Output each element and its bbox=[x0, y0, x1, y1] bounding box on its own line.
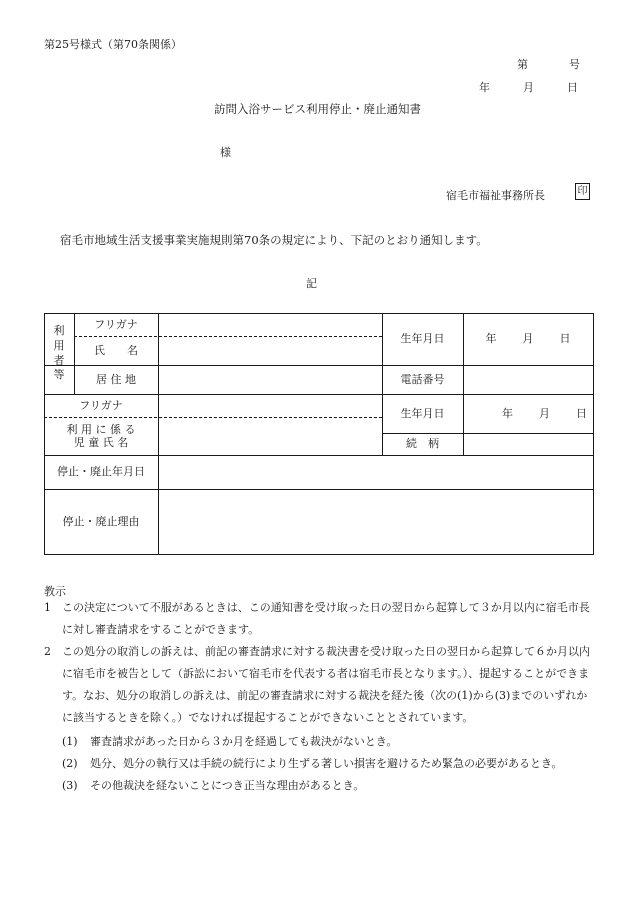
document-number bbox=[517, 56, 580, 72]
birthdate-label: 生年月日 bbox=[400, 332, 445, 346]
user-group-label: 利 用 者 等 bbox=[53, 323, 65, 382]
child-name-label bbox=[44, 417, 158, 455]
child-birth-month: 月 bbox=[539, 406, 550, 420]
issue-date-month: 月 bbox=[523, 81, 534, 94]
name-label: 氏 名 bbox=[94, 343, 138, 357]
stop-date-label: 停止・廃止年月日 bbox=[57, 465, 145, 479]
child-name-line2: 児 童 氏 名 bbox=[73, 436, 129, 449]
child-furigana-label: フリガナ bbox=[79, 398, 123, 412]
instruction-item-number: 2 bbox=[44, 645, 51, 658]
instruction-item bbox=[44, 641, 592, 729]
instruction-item-text: この決定について不服があるときは、この通知書を受け取った日の翌日から起算して３か月以内に宿毛市長に対し審査請求をすることができます。 bbox=[62, 601, 590, 636]
child-name-line1: 利 用 に 係 る bbox=[66, 422, 136, 436]
child-birthdate-label: 生年月日 bbox=[400, 406, 445, 420]
instruction-sub-item bbox=[62, 733, 397, 749]
issuer-name: 宿毛市福祉事務所長 bbox=[446, 189, 545, 202]
instruction-sub-item bbox=[62, 755, 563, 771]
table-border-right bbox=[593, 313, 594, 555]
issue-date-day: 日 bbox=[567, 81, 578, 94]
stop-reason-label: 停止・廃止理由 bbox=[62, 514, 140, 528]
furigana-label: フリガナ bbox=[94, 317, 138, 331]
ki-heading: 記 bbox=[306, 277, 317, 290]
sub-item-number: (1) bbox=[62, 735, 78, 748]
form-number: 第25号様式（第70条関係） bbox=[44, 38, 182, 51]
relationship-label: 続 柄 bbox=[406, 437, 439, 451]
seal-stamp: 印 bbox=[575, 183, 590, 200]
sub-item-number: (3) bbox=[62, 779, 78, 792]
birth-year: 年 bbox=[485, 332, 497, 346]
instruction-item-number: 1 bbox=[44, 601, 51, 614]
issue-date bbox=[479, 79, 578, 95]
child-birth-day: 日 bbox=[576, 406, 587, 420]
form-table bbox=[44, 313, 594, 555]
child-birth-year: 年 bbox=[502, 406, 513, 420]
col-rule bbox=[158, 313, 159, 555]
birth-month: 月 bbox=[522, 332, 534, 346]
sub-item-text: 処分、処分の執行又は手続の続行により生ずる著しい損害を避けるため緊急の必要があるとき。 bbox=[90, 757, 563, 770]
document-title: 訪問入浴サービス利用停止・廃止通知書 bbox=[214, 102, 421, 116]
instruction-item-text: この処分の取消しの訴えは、前記の審査請求に対する裁決書を受け取った日の翌日から起算して６か月以内に宿毛市を被告として（訴訟において宿毛市を代表する者は宿毛市長となります。）、提起することができます。なお、処分の取消しの訴えは、前記の審査請求に対する裁決を経た後（次の(1)から(3)までのいずれかに該当するときを除く。）でなければ提起することができないこととされています。 bbox=[62, 645, 590, 724]
birth-day: 日 bbox=[559, 332, 571, 346]
instruction-heading: 教示 bbox=[44, 585, 66, 598]
phone-label: 電話番号 bbox=[400, 372, 445, 386]
sub-item-text: その他裁決を経ないことにつき正当な理由があるとき。 bbox=[90, 779, 365, 792]
birthdate-field bbox=[463, 313, 593, 365]
issue-date-year: 年 bbox=[479, 81, 490, 94]
instruction-item bbox=[44, 597, 592, 641]
child-birthdate-field bbox=[463, 394, 593, 433]
sub-item-text: 審査請求があった日から３か月を経過しても裁決がないとき。 bbox=[90, 735, 398, 748]
address-label: 居 住 地 bbox=[96, 372, 136, 386]
addressee-suffix: 様 bbox=[220, 146, 231, 159]
doc-number-go: 号 bbox=[569, 58, 580, 71]
sub-item-number: (2) bbox=[62, 757, 78, 770]
doc-number-dai: 第 bbox=[517, 58, 528, 71]
table-border-bottom bbox=[44, 554, 594, 555]
notice-text: 宿毛市地域生活支援事業実施規則第70条の規定により、下記のとおり通知します。 bbox=[60, 233, 488, 247]
instruction-sub-item bbox=[62, 777, 364, 793]
